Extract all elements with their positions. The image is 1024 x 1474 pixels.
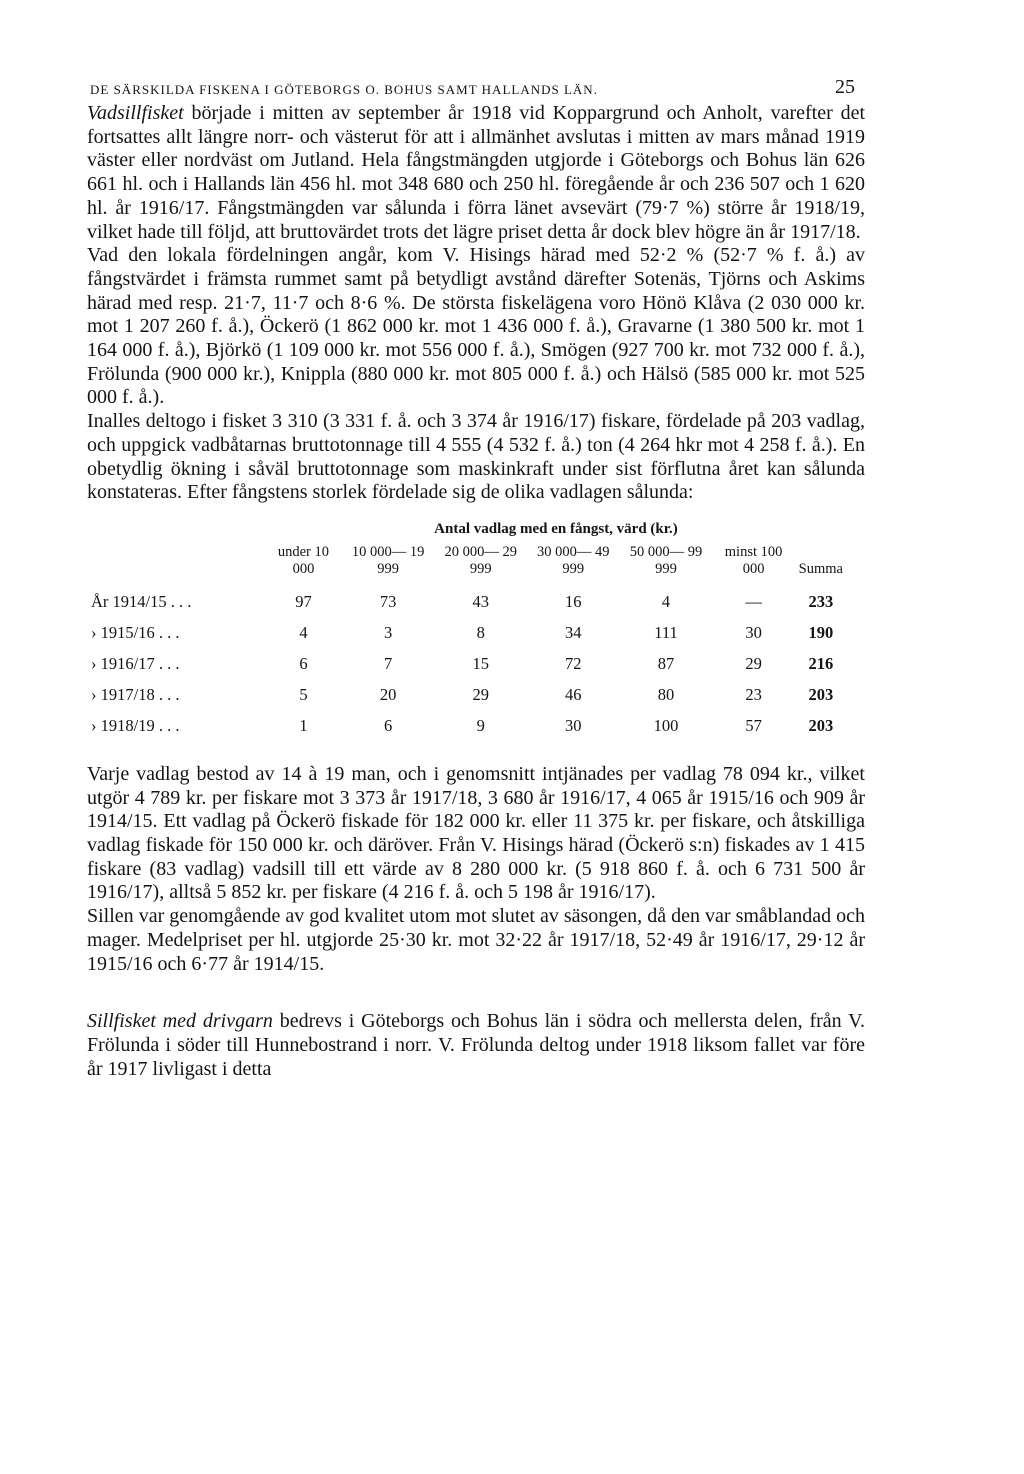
catch-table-section — [87, 521, 865, 743]
column-header: 30 000— 49 999 — [536, 543, 610, 577]
table-caption: Antal vadlag med en fångst, värd (kr.) — [434, 520, 678, 537]
running-head — [87, 76, 865, 102]
row-label: › 1916/17 . . . — [91, 654, 180, 674]
table-cell-sum: 203 — [808, 685, 834, 705]
table-cell-sum: 233 — [808, 592, 834, 612]
table-cell: 1 — [299, 716, 308, 736]
table-cell: 6 — [384, 716, 393, 736]
table-cell: 7 — [384, 654, 393, 674]
paragraph-vadsillfisket — [87, 102, 865, 244]
lead-italic: Vadsillfisket — [87, 102, 184, 124]
document-page — [87, 76, 865, 1081]
table-cell: 80 — [657, 685, 675, 705]
table-cell: 5 — [299, 685, 308, 705]
paragraph-text: Sillen var genomgående av god kvalitet utom mot slutet av säsongen, då den var småblandad och mager. Medelpriset per hl. utgjorde 25·30 kr. mot 32·22 år 1917/18, 52·49 år 1916/17, 29·12 år 1915/16 och 6·77 år 1914/15. — [87, 905, 865, 975]
paragraph-sillen — [87, 905, 865, 976]
table-cell: 34 — [564, 623, 582, 643]
table-row — [87, 712, 847, 743]
column-header: 20 000— 29 999 — [444, 543, 517, 577]
table-cell: 4 — [299, 623, 308, 643]
paragraph-text: Varje vadlag bestod av 14 à 19 man, och i genomsnitt intjänades per vadlag 78 094 kr., vilket utgör 4 789 kr. per fiskare mot 3 373 år 1917/18, 3 680 år 1916/17, 4 065 år 1915/16 och 909 år 1914/15. Ett vadlag på Öckerö fiskade för 182 000 kr. eller 11 375 kr. per fiskare, och åtskilliga vadlag fiskade för 150 000 kr. och däröver. Från V. Hisings härad (Öckerö s:n) fiskades av 1 415 fiskare (83 vadlag) vadsill till ett värde av 8 280 000 kr. (5 918 860 f. å. och 6 731 500 år 1916/17), alltså 5 852 kr. per fiskare (4 216 f. å. och 5 198 år 1916/17). — [87, 762, 865, 904]
table-cell: 9 — [476, 716, 485, 736]
paragraph-text: Inalles deltogo i fisket 3 310 (3 331 f. å. och 3 374 år 1916/17) fiskare, fördelade på 203 vadlag, och uppgick vadbåtarnas bruttotonnage till 4 555 (4 532 f. å.) ton (4 264 hkr mot 4 258 f. å.). En obetydlig ökning i såväl bruttotonnage som maskinkraft under sist förflutna året kan sålunda konstateras. Efter fångstens storlek fördelade sig de olika vadlagen sålunda: — [87, 410, 865, 504]
paragraph-inalles — [87, 410, 865, 505]
table-cell: 43 — [472, 592, 489, 612]
table-cell: 23 — [745, 685, 762, 705]
table-cell: 73 — [379, 592, 397, 612]
row-label: År 1914/15 . . . — [91, 592, 192, 612]
table-cell-sum: 190 — [808, 623, 834, 643]
row-label: › 1915/16 . . . — [91, 623, 180, 643]
table-cell: 29 — [472, 685, 489, 705]
table-cell: 16 — [564, 592, 582, 612]
table-cell: 15 — [472, 654, 489, 674]
paragraph-varje-vadlag — [87, 763, 865, 905]
table-cell-sum: 203 — [808, 716, 834, 736]
table-cell: 30 — [745, 623, 762, 643]
lead-italic: Sillfisket med drivgarn — [87, 1010, 273, 1033]
page-number: 25 — [835, 76, 855, 98]
table-row — [87, 588, 847, 619]
paragraph-text: började i mitten av september år 1918 vid Koppargrund och Anholt, varefter det fortsattes allt längre norr- och västerut för att i allmänhet avslutas i mitten av mars månad 1919 väster eller nordväst om Jutland. Hela fångstmängden utgjorde i Göteborgs och Bohus län 626 661 hl. och i Hallands län 456 hl. mot 348 680 och 250 hl. föregående år och 236 507 och 1 620 hl. år 1916/17. Fångstmängden var sålunda i förra länet avsevärt (79·7 %) större år 1918/19, vilket hade till följd, att bruttovärdet trots det lägre priset detta år dock blev högre än år 1917/18. — [87, 102, 865, 243]
table-cell: 100 — [653, 716, 679, 736]
table-cell-sum: 216 — [808, 654, 834, 674]
table-row — [87, 619, 847, 650]
table-cell: 6 — [299, 654, 308, 674]
running-title: DE SÄRSKILDA FISKENA I GÖTEBORGS O. BOHUS SAMT HALLANDS LÄN. — [90, 82, 598, 97]
table-cell: 46 — [564, 685, 582, 705]
table-row — [87, 650, 847, 681]
row-label: › 1917/18 . . . — [91, 685, 180, 705]
table-header-row — [87, 544, 847, 588]
body-text-bottom — [87, 763, 865, 1081]
table-cell: 72 — [564, 654, 582, 674]
table-cell: 30 — [564, 716, 582, 736]
column-header: Summa — [798, 560, 843, 577]
catch-table — [87, 544, 847, 743]
body-text-top — [87, 102, 865, 505]
table-cell: 20 — [379, 685, 397, 705]
row-label: › 1918/19 . . . — [91, 716, 180, 736]
table-cell: 87 — [657, 654, 675, 674]
column-header — [87, 544, 265, 588]
table-cell: 29 — [745, 654, 762, 674]
paragraph-text: Vad den lokala fördelningen angår, kom V. Hisings härad med 52·2 % (52·7 % f. å.) av fångstvärdet i främsta rummet samt på betydligt avstånd därefter Sotenäs, Tjörns och Askims härad med resp. 21·7, 11·7 och 8·6 %. De största fiskelägena voro Hönö Klåva (2 030 000 kr. mot 1 207 260 f. å.), Öckerö (1 862 000 kr. mot 1 436 000 f. å.), Gravarne (1 380 500 kr. mot 1 164 000 f. å.), Björkö (1 109 000 kr. mot 556 000 f. å.), Smögen (927 700 kr. mot 732 000 f. å.), Frölunda (900 000 kr.), Knippla (880 000 kr. mot 805 000 f. å.) och Hälsö (585 000 kr. mot 525 000 f. å.). — [87, 244, 865, 409]
paragraph-text: bedrevs i Göteborgs och Bohus län i södra och mellersta delen, från V. Frölunda i söder till Hunnebostrand i norr. V. Frölunda deltog under 1918 liksom fallet var före år 1917 livligast i detta — [87, 1010, 865, 1080]
table-cell: 57 — [745, 716, 762, 736]
column-header: minst 100 000 — [724, 543, 783, 577]
column-header: under 10 000 — [277, 543, 330, 577]
table-cell: 4 — [661, 592, 671, 612]
paragraph-lokala-fordelningen — [87, 244, 865, 410]
table-cell: 8 — [476, 623, 485, 643]
column-header: 50 000— 99 999 — [629, 543, 703, 577]
table-cell: 3 — [384, 623, 393, 643]
table-row — [87, 681, 847, 712]
table-cell: — — [745, 592, 762, 612]
section-gap — [87, 976, 865, 1010]
column-header: 10 000— 19 999 — [351, 543, 425, 577]
table-cell: 111 — [654, 623, 678, 643]
table-cell: 97 — [295, 592, 312, 612]
paragraph-sillfisket-drivgarn — [87, 1010, 865, 1081]
